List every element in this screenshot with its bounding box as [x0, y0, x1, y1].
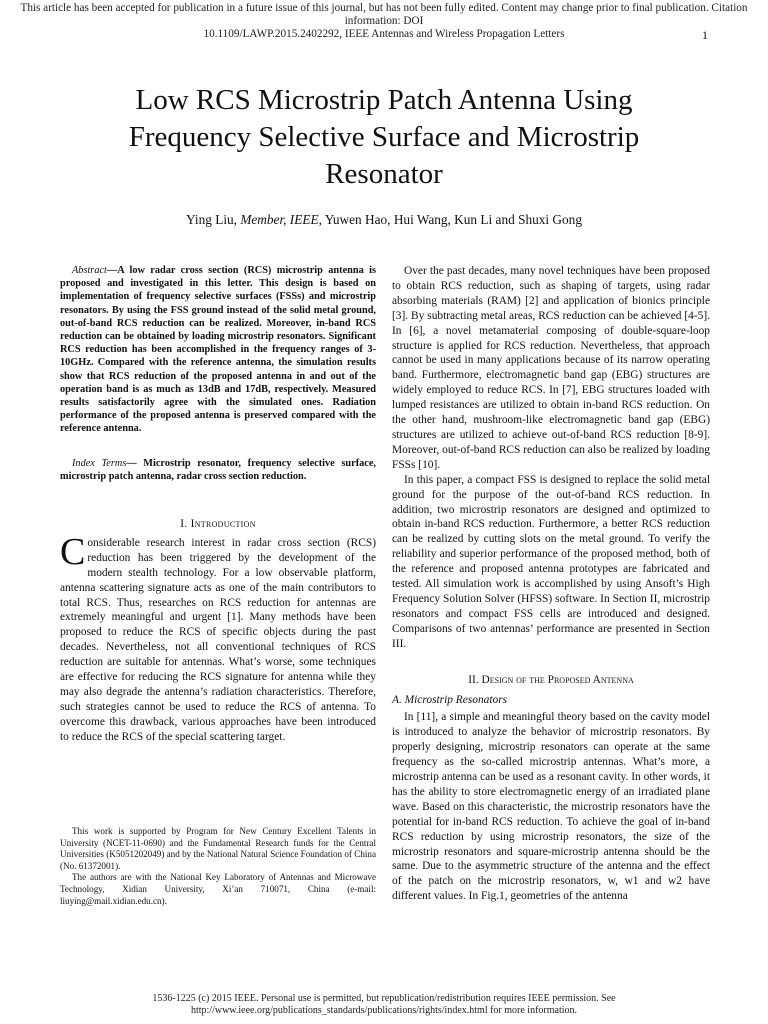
section-heading-design: II. Design of the Proposed Antenna [468, 673, 634, 686]
banner-line-1: This article has been accepted for publication in a future issue of this journal, but has not been fully edited. Content may change prior to final publication. Citation information: DOI [20, 2, 748, 27]
section-heading-introduction: I. Introduction [180, 518, 256, 531]
intro-paragraph [60, 530, 376, 745]
index-terms [60, 457, 376, 483]
footnote-affiliation: The authors are with the National Key Laboratory of Antennas and Microwave Technology, Xidian University, Xi’an 710071, China (e-mail: liuying@mail.xidian.edu.cn). [60, 872, 376, 906]
paragraph-this-paper: In this paper, a compact FSS is designed to replace the solid metal ground for the purpose of the out-of-band RCS reduction. In addition, two microstrip resonators are designed and optimized to obtain in-band RCS reduction. Furthermore, a better RCS reduction can be realized by cutting slots on the metal ground. To verify the reliability and superior performance of the proposed method, both of the reference and proposed antenna prototypes are fabricated and tested. All simulation work is accomplished by using Ansoft’s High Frequency Solution Solver (HFSS) software. In Section II, microstrip resonators and compact FSS cells are introduced and designed. Comparisons of two antennas’ performance are presented in Section III. [392, 473, 710, 650]
footnote-funding: This work is supported by Program for New Century Excellent Talents in University (NCET-11-0690) and the Fundamental Research funds for the Central Universities (K5051202049) and by the National Natural Science Foundation of China (No. 61372001). [60, 826, 376, 871]
title-line-2: Frequency Selective Surface and Microstrip [128, 121, 640, 153]
left-column [60, 264, 376, 745]
footer-line-2: http://www.ieee.org/publications_standards/publications/rights/index.html for more information. [190, 1004, 578, 1016]
title-line-3: Resonator [325, 158, 443, 190]
abstract-lead: Abstract [72, 265, 107, 276]
author-rest: , Yuwen Hao, Hui Wang, Kun Li and Shuxi Gong [318, 212, 582, 227]
copyright-footer [60, 993, 708, 1016]
subsection-heading-resonators: A. Microstrip Resonators [392, 694, 508, 707]
intro-text: onsiderable research interest in radar cross section (RCS) reduction has been triggered by the development of the modern stealth technology. For a low observable platform, antenna scattering signature acts as one of the main contributors to total RCS. Thus, researches on RCS reduction for antennas are extremely meaningful and urgent [1]. Many methods have been proposed to reduce the RCS of specific objects during the past decades. Nevertheless, not all conventional techniques of RCS reduction are suitable for antennas. What’s worse, some techniques are effective for reducing the RCS signature for antenna while they may also degrade the antenna’s radiation characteristics. Therefore, such strategies cannot be used to reduce the RCS of antenna. To overcome this drawback, various approaches have been introduced to reduce the RCS of the special scattering target. [60, 536, 376, 743]
footnotes [60, 826, 376, 907]
author-first: Ying Liu, [186, 212, 237, 227]
banner-line-2: 10.1109/LAWP.2015.2402292, IEEE Antennas and Wireless Propagation Letters [203, 28, 565, 40]
footer-line-1: 1536-1225 (c) 2015 IEEE. Personal use is permitted, but republication/redistribution requires IEEE permission. See [152, 993, 616, 1004]
page-number: 1 [702, 28, 708, 42]
paragraph-resonators: In [11], a simple and meaningful theory based on the cavity model is introduced to analyze the behavior of microstrip resonators. By properly designing, microstrip resonators can operate at the same frequency as the so-called microstrip antennas. What’s more, a microstrip antenna can be used as a resonant cavity. In other words, it has the ability to store electromagnetic energy of an irradiated plane wave. Based on this characteristic, the microstrip resonators have the potential for in-band RCS reduction. To achieve the goal of in-band RCS reduction by using microstrip resonators, the size of the microstrip resonators and square-microstrip antenna should be the same. Due to the asymmetric structure of the antenna and the effect of the patch on the microstrip resonators, w, w1 and w2 have different values. In Fig.1, geometries of the antenna [392, 711, 710, 903]
paper-title [60, 82, 708, 193]
author-role: Member, IEEE [240, 212, 319, 227]
author-list [60, 212, 708, 228]
index-terms-lead: Index Terms [72, 457, 127, 469]
index-terms-body: — Microstrip resonator, frequency selective surface, microstrip patch antenna, radar cross section reduction. [60, 457, 376, 482]
abstract [60, 264, 376, 436]
abstract-body: —A low radar cross section (RCS) microstrip antenna is proposed and investigated in this letter. This design is based on implementation of frequency selective surfaces (FSSs) and microstrip resonators. By using the FSS ground instead of the solid metal ground, out-of-band RCS reduction can be realized. Moreover, in-band RCS reduction can be obtained by loading microstrip resonators. Significant RCS reduction has been accomplished in the frequency ranges of 3-10GHz. Compared with the reference antenna, the simulation results show that RCS reduction of the proposed antenna in and out of the operation band is as much as 13dB and 17dB, respectively. Measured results satisfactorily agree with the simulated ones. Radiation performance of the proposed antenna is preserved compared with the reference antenna. [60, 265, 376, 435]
journal-banner [8, 2, 760, 41]
right-column [392, 264, 710, 904]
paragraph-background: Over the past decades, many novel techniques have been proposed to obtain RCS reduction, such as shaping of targets, using radar absorbing materials (RAM) [2] and application of bionics principle [3]. By subtracting metal areas, RCS reduction can be achieved [4-5]. In [6], a novel metamaterial composing of double-square-loop structure is applied for RCS reduction. Nevertheless, that approach cannot be used in many applications because of its narrow operating band. Furthermore, electromagnetic band gap (EBG) structures are widely employed to reduce RCS. In [7], EBG structures loaded with lumped resistances are utilized to obtain in-band RCS reduction. On the other hand, mushroom-like electromagnetic band gap (EBG) structures are utilized to achieve out-of-band RCS reduction [8-9]. Moreover, out-of-band RCS reduction can also be realized by loading FSSs [10]. [392, 265, 710, 471]
title-line-1: Low RCS Microstrip Patch Antenna Using [135, 84, 633, 116]
drop-cap: C [60, 530, 86, 573]
